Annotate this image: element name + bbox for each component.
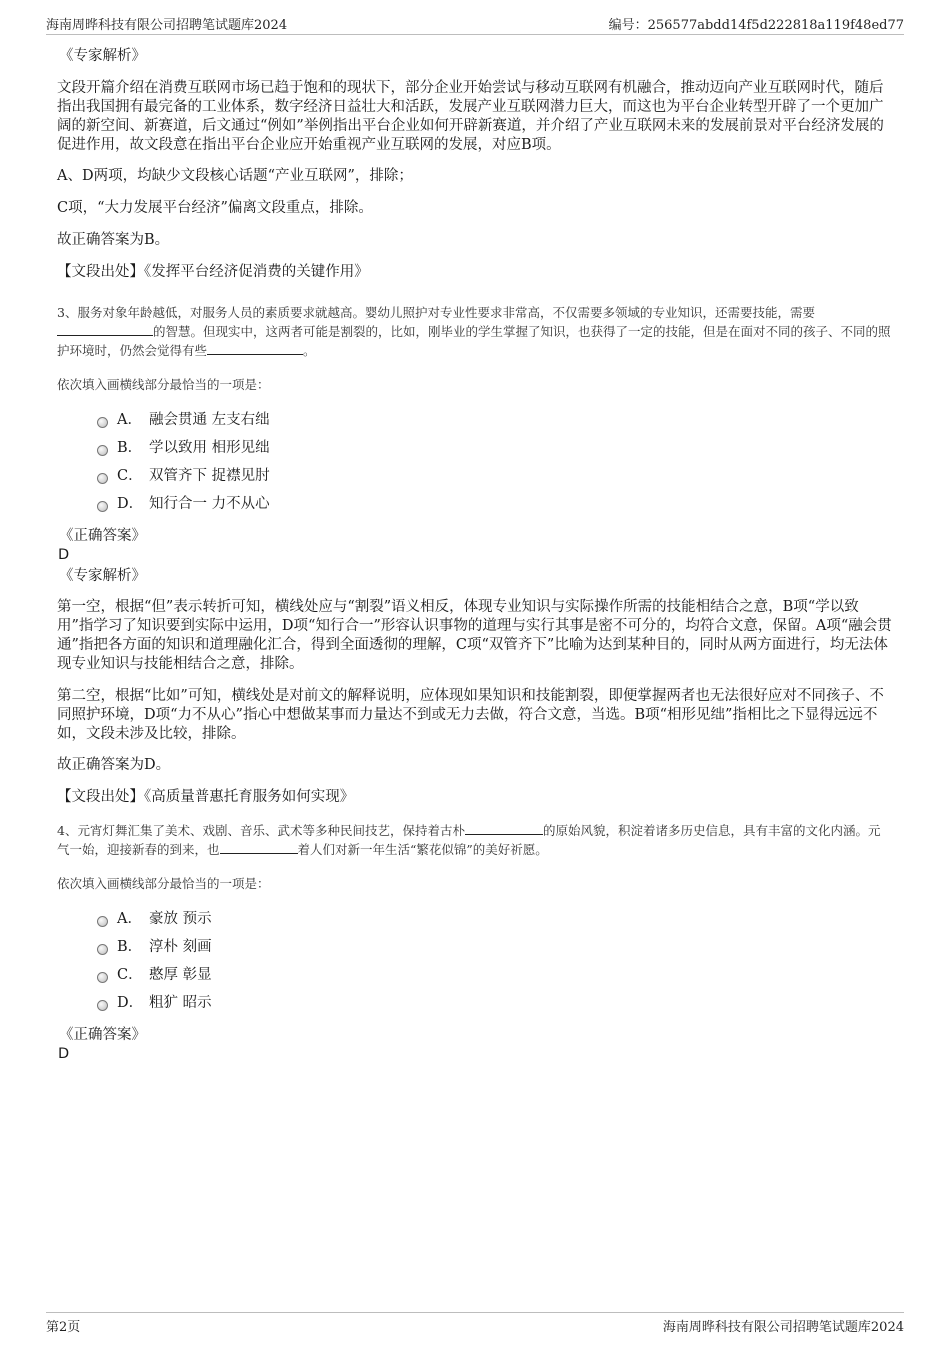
- page-header: [46, 14, 904, 35]
- radio-icon[interactable]: [97, 501, 108, 512]
- blank-line: [207, 341, 303, 355]
- radio-icon[interactable]: [97, 972, 108, 983]
- q4-option-c[interactable]: C． 憨厚 彰显: [97, 961, 892, 989]
- radio-icon[interactable]: [97, 1000, 108, 1011]
- q3-instruction: 依次填入画横线部分最恰当的一项是：: [57, 377, 270, 392]
- q4-answer-label: 《正确答案》: [59, 1027, 146, 1043]
- q4-options: [97, 905, 892, 1017]
- q4-stem: 4、元宵灯舞汇集了美术、戏剧、音乐、武术等多种民间技艺，保持着古朴 的原始风貌，积淀着诸多历史信息，具有丰富的文化内涵。元气一始，迎接新春的到来，也 着人们对新一年生活“繁花似锦”的美好祈愿。: [57, 823, 881, 857]
- header-doc-id: 编号：256577abdd14f5d222818a119f48ed77: [608, 18, 904, 33]
- q4-option-d[interactable]: D． 粗犷 昭示: [97, 989, 892, 1017]
- q2-analysis-label: 《专家解析》: [59, 48, 146, 64]
- q2-note-2: C项，“大力发展平台经济”偏离文段重点，排除。: [57, 200, 373, 216]
- q3-options: [97, 406, 892, 518]
- radio-icon[interactable]: [97, 473, 108, 484]
- q2-analysis-text: 文段开篇介绍在消费互联网市场已趋于饱和的现状下，部分企业开始尝试与移动互联网有机融合，推动迈向产业互联网时代，随后指出我国拥有最完备的工业体系，数字经济日益壮大和活跃，发展产业互联网潜力巨大，而这也为平台企业转型开辟了一个更加广阔的新空间、新赛道，后文通过“例如”举例指出平台企业如何开辟新赛道，并介绍了产业互联网未来的发展前景对平台经济发展的促进作用，故文段意在指出平台企业应开始重视产业互联网的发展，对应B项。: [57, 80, 884, 153]
- page-number: 第2页: [46, 1320, 81, 1335]
- q4-option-b[interactable]: B． 淳朴 刻画: [97, 933, 892, 961]
- q3-conclusion: 故正确答案为D。: [57, 757, 171, 773]
- q3-option-a[interactable]: A． 融会贯通 左支右绌: [97, 406, 892, 434]
- q4-answer: D: [58, 1046, 70, 1062]
- q3-option-b[interactable]: B． 学以致用 相形见绌: [97, 434, 892, 462]
- footer-title: 海南周晔科技有限公司招聘笔试题库2024: [662, 1320, 904, 1335]
- q3-analysis-p2: 第二空，根据“比如”可知，横线处是对前文的解释说明，应体现如果知识和技能割裂，即便掌握两者也无法很好应对不同孩子、不同照护环境，D项“力不从心”指心中想做某事而力量达不到或无力去做，符合文意，当选。B项“相形见绌”指相比之下显得远远不如，文段未涉及比较，排除。: [57, 688, 884, 742]
- blank-line: [57, 322, 153, 336]
- radio-icon[interactable]: [97, 944, 108, 955]
- page-footer: [46, 1312, 904, 1335]
- q3-analysis-p1: 第一空，根据“但”表示转折可知，横线处应与“割裂”语义相反，体现专业知识与实际操作所需的技能相结合之意，B项“学以致用”指学习了知识要到实际中运用，D项“知行合一”形容认识事物的道理与实行其事是密不可分的，均符合文意，保留。A项“融会贯通”指把各方面的知识和道理融化汇合，得到全面透彻的理解，C项“双管齐下”比喻为达到某种目的，同时从两方面进行，均无法体现专业知识与技能相结合之意，排除。: [57, 599, 892, 672]
- q2-source: 【文段出处】《发挥平台经济促消费的关键作用》: [57, 264, 369, 280]
- header-title: 海南周晔科技有限公司招聘笔试题库2024: [46, 18, 288, 33]
- blank-line: [465, 821, 543, 835]
- radio-icon[interactable]: [97, 445, 108, 456]
- q3-source: 【文段出处】《高质量普惠托育服务如何实现》: [57, 789, 355, 805]
- page-content: [57, 46, 892, 1063]
- q3-answer-label: 《正确答案》: [59, 528, 146, 544]
- radio-icon[interactable]: [97, 916, 108, 927]
- q4-instruction: 依次填入画横线部分最恰当的一项是：: [57, 876, 270, 891]
- q3-option-c[interactable]: C． 双管齐下 捉襟见肘: [97, 462, 892, 490]
- q3-analysis-label: 《专家解析》: [59, 568, 146, 584]
- radio-icon[interactable]: [97, 417, 108, 428]
- q3-answer: D: [58, 547, 70, 563]
- q3-stem: 3、服务对象年龄越低，对服务人员的素质要求就越高。婴幼儿照护对专业性要求非常高，不仅需要多领域的专业知识，还需要技能，需要的智慧。但现实中，这两者可能是割裂的，比如，刚毕业的学生掌握了知识，也获得了一定的技能，但是在面对不同的孩子、不同的照护环境时，仍然会觉得有些 。: [57, 305, 891, 358]
- q2-conclusion: 故正确答案为B。: [57, 232, 170, 248]
- q4-option-a[interactable]: A． 豪放 预示: [97, 905, 892, 933]
- q3-option-d[interactable]: D． 知行合一 力不从心: [97, 490, 892, 518]
- q2-note-1: A、D两项，均缺少文段核心话题“产业互联网”，排除；: [57, 168, 413, 184]
- blank-line: [220, 840, 298, 854]
